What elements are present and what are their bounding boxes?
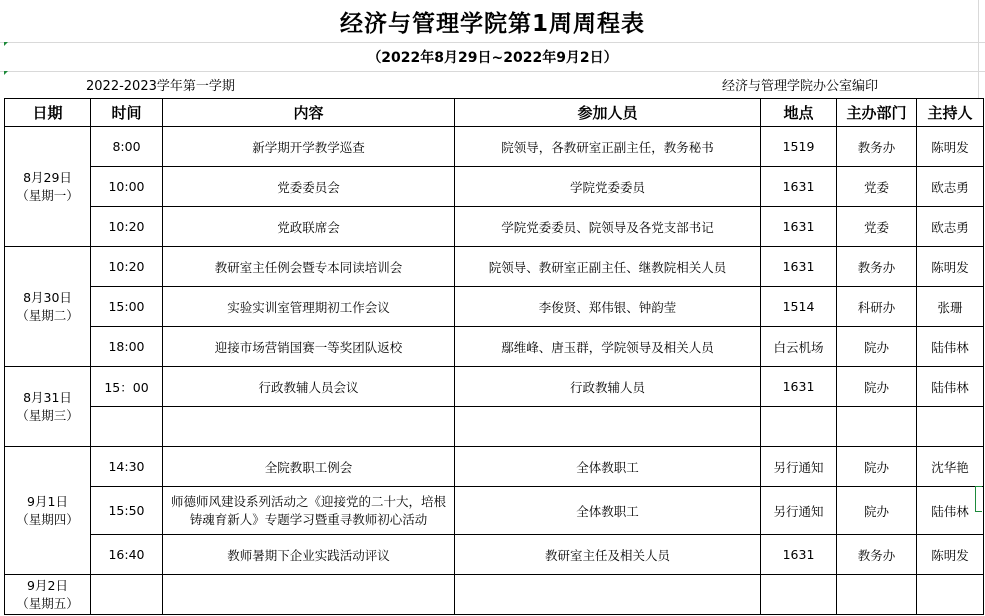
header-host[interactable]: 主持人 [917, 99, 984, 127]
host-cell[interactable]: 欧志勇 [917, 167, 984, 207]
date-label: 9月2日 [27, 577, 68, 593]
participants-cell[interactable]: 行政教辅人员 [455, 367, 761, 407]
date-label: 8月30日 [23, 289, 72, 305]
date-cell[interactable] [5, 247, 91, 367]
location-cell[interactable]: 另行通知 [761, 487, 837, 535]
dept-cell[interactable]: 教务办 [837, 247, 917, 287]
weekday-label: （星期二） [16, 307, 79, 323]
header-time[interactable]: 时间 [91, 99, 163, 127]
participants-cell[interactable]: 全体教职工 [455, 487, 761, 535]
time-cell[interactable]: 15:50 [91, 487, 163, 535]
time-cell[interactable]: 18:00 [91, 327, 163, 367]
table-row [5, 207, 984, 247]
location-cell[interactable]: 1631 [761, 167, 837, 207]
page-title: 经济与管理学院第1周周程表 [339, 11, 645, 37]
dept-cell[interactable]: 院办 [837, 327, 917, 367]
participants-cell[interactable]: 教研室主任及相关人员 [455, 535, 761, 575]
host-cell[interactable]: 陆伟林 [917, 327, 984, 367]
time-cell[interactable]: 10:00 [91, 167, 163, 207]
table-row [5, 367, 984, 407]
content-cell[interactable]: 全院教职工例会 [163, 447, 455, 487]
location-cell[interactable]: 1519 [761, 127, 837, 167]
host-cell[interactable]: 陆伟林 [917, 367, 984, 407]
content-cell[interactable] [163, 575, 455, 615]
time-cell[interactable]: 16:40 [91, 535, 163, 575]
date-cell[interactable] [5, 127, 91, 247]
content-cell[interactable]: 新学期开学教学巡查 [163, 127, 455, 167]
location-cell[interactable]: 1631 [761, 247, 837, 287]
table-row [5, 167, 984, 207]
location-cell[interactable]: 另行通知 [761, 447, 837, 487]
participants-cell[interactable] [455, 575, 761, 615]
participants-cell[interactable]: 学院党委委员 [455, 167, 761, 207]
date-label: 8月31日 [23, 389, 72, 405]
content-cell[interactable]: 教研室主任例会暨专本同读培训会 [163, 247, 455, 287]
participants-cell[interactable]: 鄢维峰、唐玉群，学院领导及相关人员 [455, 327, 761, 367]
table-row [5, 407, 984, 447]
time-cell[interactable] [91, 407, 163, 447]
weekday-label: （星期四） [16, 511, 79, 527]
dept-cell[interactable]: 教务办 [837, 535, 917, 575]
dept-cell[interactable]: 教务办 [837, 127, 917, 167]
header-dept[interactable]: 主办部门 [837, 99, 917, 127]
cell-selection-marker [975, 486, 982, 512]
table-row [5, 575, 984, 615]
header-date[interactable]: 日期 [5, 99, 91, 127]
host-cell[interactable] [917, 407, 984, 447]
location-cell[interactable]: 1631 [761, 535, 837, 575]
header-location[interactable]: 地点 [761, 99, 837, 127]
time-cell[interactable]: 14:30 [91, 447, 163, 487]
participants-cell[interactable]: 李俊贤、郑伟银、钟韵莹 [455, 287, 761, 327]
dept-cell[interactable]: 党委 [837, 167, 917, 207]
dept-cell[interactable] [837, 575, 917, 615]
host-cell[interactable]: 欧志勇 [917, 207, 984, 247]
time-cell[interactable]: 10:20 [91, 207, 163, 247]
host-cell[interactable]: 陈明发 [917, 247, 984, 287]
time-cell[interactable]: 15：00 [91, 367, 163, 407]
gridline [0, 42, 985, 43]
cell-indicator-icon [4, 71, 8, 75]
content-cell[interactable]: 行政教辅人员会议 [163, 367, 455, 407]
participants-cell[interactable]: 学院党委委员、院领导及各党支部书记 [455, 207, 761, 247]
content-cell[interactable]: 党委委员会 [163, 167, 455, 207]
table-row [5, 247, 984, 287]
content-cell[interactable]: 党政联席会 [163, 207, 455, 247]
participants-cell[interactable]: 全体教职工 [455, 447, 761, 487]
host-cell[interactable]: 陆伟林 [917, 487, 984, 535]
dept-cell[interactable]: 科研办 [837, 287, 917, 327]
dept-cell[interactable]: 党委 [837, 207, 917, 247]
location-cell[interactable] [761, 407, 837, 447]
content-cell[interactable]: 实验实训室管理期初工作会议 [163, 287, 455, 327]
dept-cell[interactable] [837, 407, 917, 447]
content-cell[interactable]: 师德师风建设系列活动之《迎接党的二十大，培根铸魂育新人》专题学习暨重寻教师初心活动 [163, 487, 455, 535]
header-participants[interactable]: 参加人员 [455, 99, 761, 127]
host-cell[interactable]: 陈明发 [917, 127, 984, 167]
date-label: 9月1日 [27, 493, 68, 509]
header-row [5, 99, 984, 127]
content-cell[interactable] [163, 407, 455, 447]
weekday-label: （星期一） [16, 187, 79, 203]
location-cell[interactable]: 1631 [761, 367, 837, 407]
location-cell[interactable]: 1631 [761, 207, 837, 247]
time-cell[interactable]: 8:00 [91, 127, 163, 167]
host-cell[interactable]: 沈华艳 [917, 447, 984, 487]
date-cell[interactable] [5, 447, 91, 575]
content-cell[interactable]: 迎接市场营销国赛一等奖团队返校 [163, 327, 455, 367]
table-row [5, 535, 984, 575]
table-row [5, 327, 984, 367]
gridline [0, 71, 985, 72]
dept-cell[interactable]: 院办 [837, 367, 917, 407]
content-cell[interactable]: 教师暑期下企业实践活动评议 [163, 535, 455, 575]
host-cell[interactable]: 陈明发 [917, 535, 984, 575]
date-cell[interactable] [5, 367, 91, 447]
time-cell[interactable]: 10:20 [91, 247, 163, 287]
dept-cell[interactable]: 院办 [837, 487, 917, 535]
participants-cell[interactable]: 院领导、教研室正副主任、继教院相关人员 [455, 247, 761, 287]
table-row [5, 447, 984, 487]
weekday-label: （星期五） [16, 595, 79, 611]
editor-label: 经济与管理学院办公室编印 [722, 79, 879, 94]
participants-cell[interactable] [455, 407, 761, 447]
table-row [5, 127, 984, 167]
participants-cell[interactable]: 院领导，各教研室正副主任，教务秘书 [455, 127, 761, 167]
weekday-label: （星期三） [16, 407, 79, 423]
location-cell[interactable]: 白云机场 [761, 327, 837, 367]
cell-indicator-icon [4, 42, 8, 46]
location-cell[interactable]: 1514 [761, 287, 837, 327]
host-cell[interactable] [917, 575, 984, 615]
host-cell[interactable]: 张珊 [917, 287, 984, 327]
header-content[interactable]: 内容 [163, 99, 455, 127]
date-range-subtitle: （2022年8月29日~2022年9月2日） [367, 50, 618, 66]
location-cell[interactable] [761, 575, 837, 615]
table-row [5, 487, 984, 535]
semester-label: 2022-2023学年第一学期 [86, 79, 235, 94]
date-label: 8月29日 [23, 169, 72, 185]
table-row [5, 287, 984, 327]
time-cell[interactable]: 15:00 [91, 287, 163, 327]
dept-cell[interactable]: 院办 [837, 447, 917, 487]
date-cell[interactable] [5, 575, 91, 615]
time-cell[interactable] [91, 575, 163, 615]
schedule-table [4, 98, 984, 615]
